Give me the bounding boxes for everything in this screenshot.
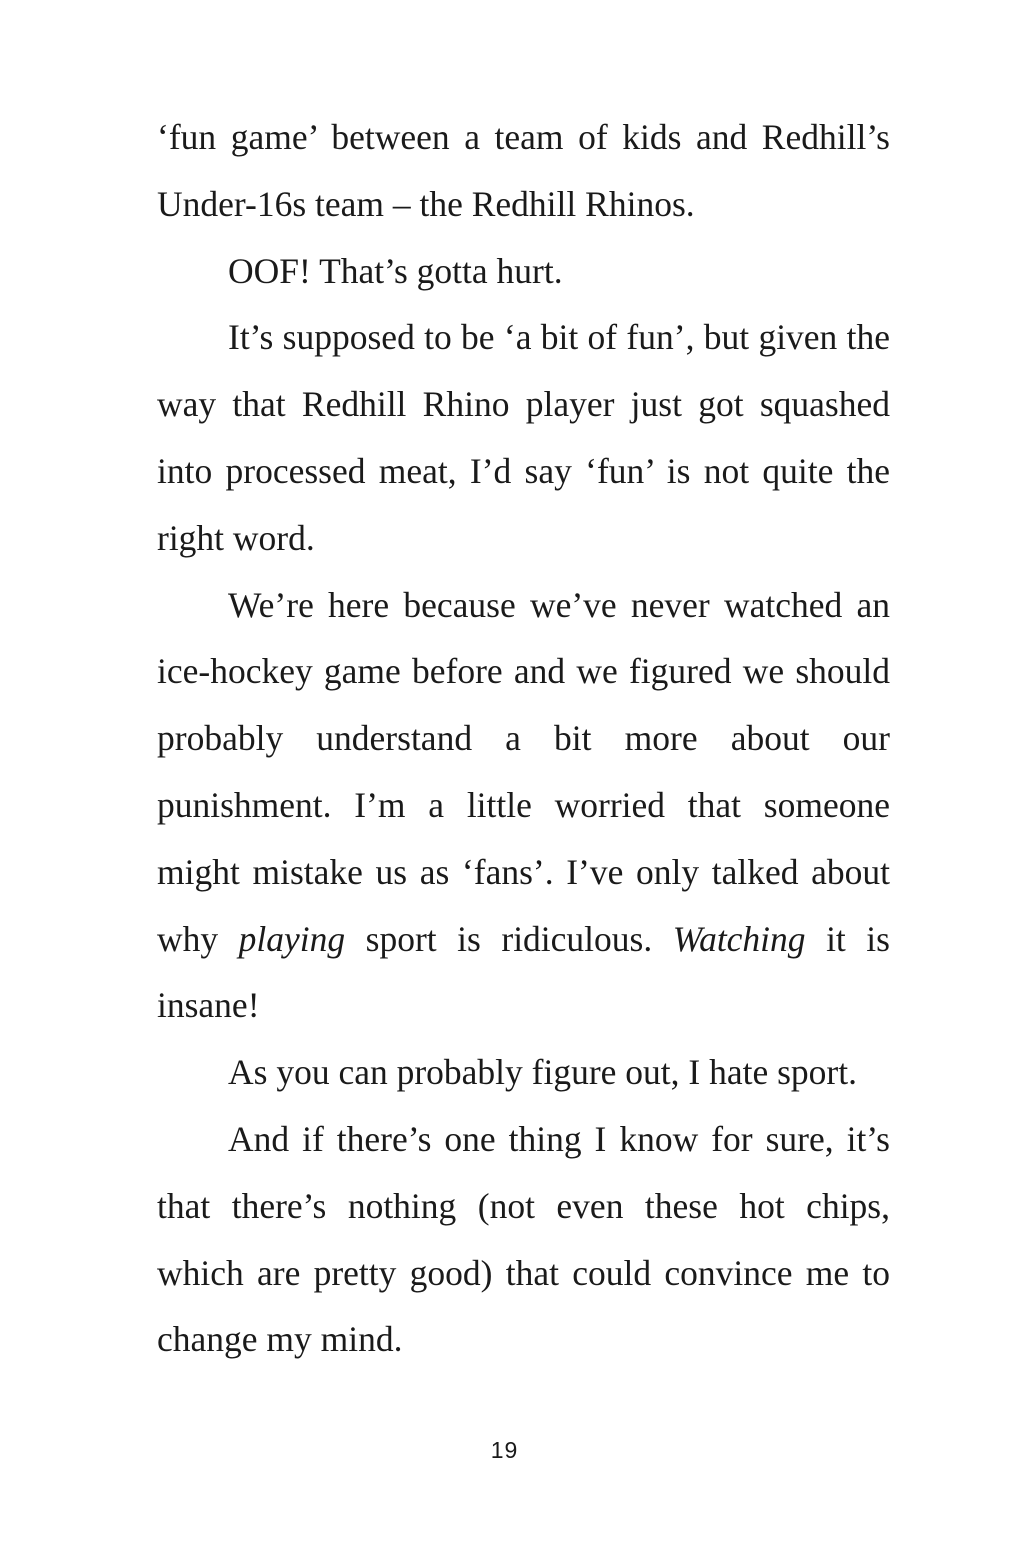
paragraph-4-text-a: We’re here because we’ve never watched an ice-hockey game before and we figured we should probably understand a bit more about our punishment. I’m a little worried that someone might mistake us as ‘fans’. I’ve only talked about why — [157, 584, 890, 959]
paragraph-4-text-b: sport is ridiculous. — [345, 918, 673, 959]
paragraph-6 — [157, 1106, 890, 1373]
paragraph-3 — [157, 304, 890, 571]
paragraph-1-text: ‘fun game’ between a team of kids and Redhill’s Under-16s team – the Redhill Rhinos. — [157, 117, 890, 224]
body-text — [157, 104, 890, 1373]
paragraph-6-text: And if there’s one thing I know for sure, it’s that there’s nothing (not even these hot chips, which are pretty good) that could convince me to change my mind. — [157, 1118, 890, 1360]
paragraph-2-text: OOF! That’s gotta hurt. — [228, 250, 563, 291]
paragraph-4-italic-watching: Watching — [672, 918, 806, 959]
paragraph-4-italic-playing: playing — [238, 918, 346, 959]
paragraph-5-text: As you can probably figure out, I hate sport. — [228, 1052, 857, 1093]
paragraph-2 — [157, 238, 890, 305]
page-number: 19 — [490, 1437, 519, 1463]
paragraph-3-text: It’s supposed to be ‘a bit of fun’, but given the way that Redhill Rhino player just got squashed into processed meat, I’d say ‘fun’ is not quite the right word. — [157, 317, 890, 558]
paragraph-1 — [157, 104, 890, 238]
paragraph-4 — [157, 572, 890, 1040]
paragraph-5 — [157, 1039, 890, 1106]
paragraph-4-text-c: it is insane! — [157, 918, 890, 1026]
